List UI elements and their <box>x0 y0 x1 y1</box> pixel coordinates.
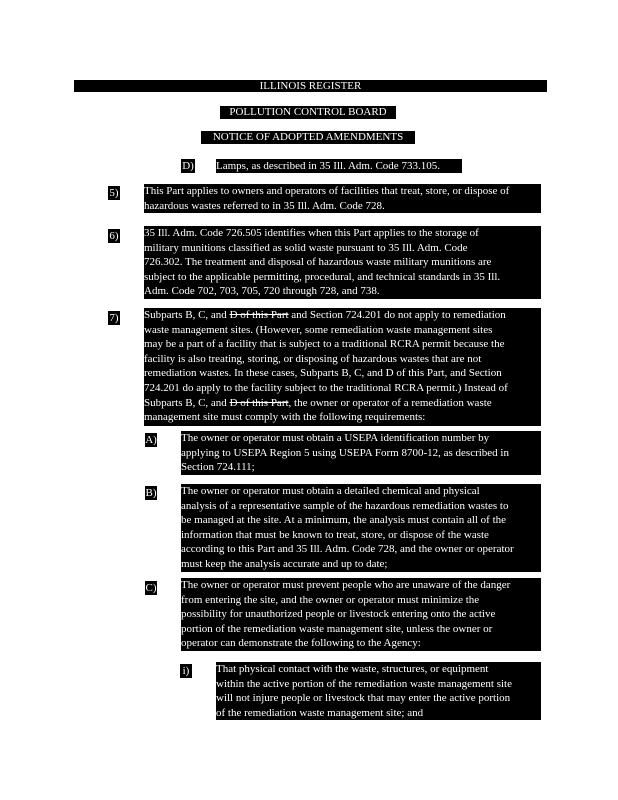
text-line: applying to USEPA Region 5 using USEPA Form 8700-12, as described in <box>181 446 509 459</box>
text-line: military munitions classified as solid waste pursuant to 35 Ill. Adm. Code <box>144 241 468 254</box>
text-line: must keep the analysis accurate and up to date; <box>181 557 388 570</box>
notice-title: NOTICE OF ADOPTED AMENDMENTS <box>201 131 415 144</box>
text-run: and Section 724.201 do not apply to remediation <box>288 309 506 321</box>
sub-i-label: i) <box>180 664 192 678</box>
text-line: Section 724.111; <box>181 461 255 474</box>
text-line: information that must be known to treat, store, or dispose of the waste <box>181 528 489 541</box>
struck-text: D of this Part <box>229 309 289 321</box>
text-line: may be a part of a facility that is subject to a traditional RCRA permit because the <box>144 338 505 351</box>
item-7-text <box>144 308 541 426</box>
text-line: The owner or operator must prevent people who are unaware of the danger <box>181 579 511 591</box>
item-6-text <box>144 226 541 299</box>
text-line: subject to the applicable permitting, procedural, and technical standards in 35 Ill. <box>144 270 501 283</box>
item-7-label: 7) <box>109 312 119 324</box>
sub-c-text <box>181 578 541 651</box>
board-title: POLLUTION CONTROL BOARD <box>220 106 396 119</box>
sub-b-label: B) <box>145 487 157 499</box>
text-line <box>144 396 541 411</box>
item-5-label: 5) <box>109 187 119 199</box>
text-line: will not injure people or livestock that may enter the active portion <box>216 692 511 705</box>
text-line <box>144 308 541 323</box>
text-line: operator can demonstrate the following to the Agency: <box>181 637 421 650</box>
text-line: portion of the remediation waste management site, unless the owner or <box>181 622 493 635</box>
text-line: analysis of a representative sample of the hazardous remediation wastes to <box>181 499 509 512</box>
text-line: management site must comply with the following requirements: <box>144 411 426 424</box>
text-line: from entering the site, and the owner or operator must minimize the <box>181 593 480 606</box>
sub-b-text <box>181 484 541 572</box>
text-line: The owner or operator must obtain a detailed chemical and physical <box>181 485 480 497</box>
text-line: hazardous wastes referred to in 35 Ill. Adm. Code 728. <box>144 199 385 212</box>
text-run: Subparts B, C, and <box>144 396 230 409</box>
text-line: according to this Part and 35 Ill. Adm. Code 728, and the owner or operator <box>181 543 514 556</box>
text-line: be managed at the site. At a minimum, the analysis must contain all of the <box>181 514 507 527</box>
sub-c-label: C) <box>145 582 157 594</box>
text-line: That physical contact with the waste, structures, or equipment <box>216 663 489 675</box>
text-line: facility is also treating, storing, or disposing of hazardous wastes that are not <box>144 352 482 365</box>
text-line: 726.302. The treatment and disposal of hazardous waste military munitions are <box>144 256 492 269</box>
item-6-label: 6) <box>109 230 119 242</box>
sub-a-label: A) <box>145 434 157 446</box>
text-line: This Part applies to owners and operators of facilities that treat, store, or dispose of <box>144 185 510 197</box>
item-d-label: D) <box>182 160 194 172</box>
text-line: Adm. Code 702, 703, 705, 720 through 728, and 738. <box>144 285 380 298</box>
item-5-text <box>144 184 541 213</box>
text-run: , the owner or operator of a remediation waste <box>288 396 492 409</box>
text-run: Subparts B, C, and <box>144 309 230 321</box>
text-line: The owner or operator must obtain a USEPA identification number by <box>181 432 490 444</box>
sub-a-text <box>181 431 541 475</box>
sub-i-text <box>216 662 541 720</box>
item-d-text: Lamps, as described in 35 Ill. Adm. Code 733.105. <box>216 159 462 173</box>
text-line: possibility for unauthorized people or livestock entering onto the active <box>181 608 496 621</box>
text-line: 724.201 do apply to the facility subject to the traditional RCRA permit.) Instead of <box>144 381 508 394</box>
register-title: ILLINOIS REGISTER <box>259 80 362 92</box>
text-line: remediation wastes. In these cases, Subparts B, C, and D of this Part, and Section <box>144 367 502 380</box>
text-line: waste management sites. (However, some remediation waste management sites <box>144 323 493 336</box>
text-line: of the remediation waste management site; and <box>216 706 424 719</box>
text-line: within the active portion of the remediation waste management site <box>216 677 512 690</box>
struck-text: D of this Part <box>229 396 289 409</box>
text-line: 35 Ill. Adm. Code 726.505 identifies when this Part applies to the storage of <box>144 227 479 239</box>
